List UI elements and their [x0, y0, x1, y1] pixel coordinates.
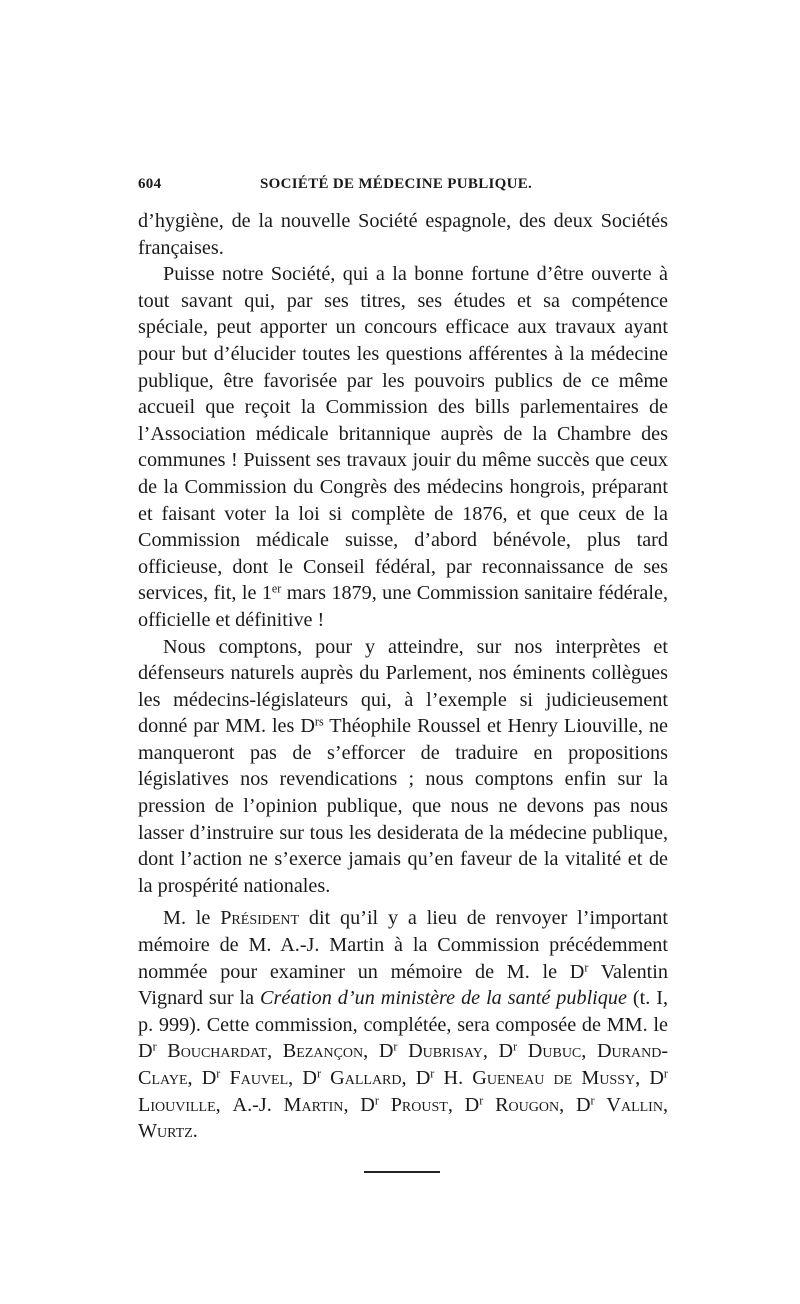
minutes-paragraph: M. le Président dit qu’il y a lieu de renvoyer l’important mémoire de M. A.-J. Martin à la Commission précédemment nommée pour examiner un mémoire de M. le $D^r$ Valentin Vignard sur la Création d’un ministère de la santé publique (t. I, p. 999). Cette commission, complétée, sera composée de MM. le $D^r$ Bouchardat, Bezançon, $D^r$ Dubrisay, $D^r$ Dubuc, Durand-Claye, $D^r$ Fauvel, $D^r$ Gallard, $D^r$ H. Gueneau de Mussy, $D^r$ Liouville, A.-J. Martin, $D^r$ Proust, $D^r$ Rougon, $D^r$ Vallin, Wurtz. [138, 907, 669, 1143]
member-name: H. Gueneau de Mussy [443, 1067, 636, 1089]
member-name: Bezançon [282, 1040, 364, 1063]
minutes-text-3: (t. I, p. 999). Cette commission, complétée, sera composée de MM. le D [138, 987, 669, 1063]
dr-sup: r [152, 1039, 157, 1054]
paragraph-3 [138, 634, 668, 900]
dr-sup: r [663, 1066, 668, 1081]
closing-rule [364, 1171, 440, 1173]
member-name: Vallin [606, 1093, 663, 1116]
minutes-text-2: Valentin Vignard sur la [138, 960, 668, 1010]
member-name: Dubuc [527, 1040, 582, 1063]
page-header [138, 176, 668, 200]
dr-sup: r [374, 1092, 379, 1107]
member-name: Bouchardat [167, 1040, 268, 1063]
paragraph-3-text-a: Nous comptons, pour y atteindre, sur nos interprètes et défenseurs naturels auprès du Parlement, nos éminents collègues les médecins-législateurs qui, à l’exemple si judicieusement donné par MM. les D [138, 635, 668, 738]
dr-sup: r [216, 1066, 221, 1081]
dr-sup: r [584, 959, 589, 974]
paragraph-2-superscript: er [271, 581, 282, 596]
dr-sup: r [430, 1066, 435, 1081]
member-name: Wurtz [138, 1120, 193, 1143]
paragraph-2-text: Puisse notre Société, qui a la bonne fortune d’être ouverte à tout savant qui, par ses titres, ses études et sa compétence spéciale, peut apporter un concours efficace aux travaux ayant pour but d’élucider toutes les questions afférentes à la médecine publique, être favorisée par les pouvoirs publics de ce même accueil que reçoit la Commission des bills parlementaires de l’Association médicale britannique auprès de la Chambre des communes ! Puissent ses travaux jouir du même succès que ceux de la Commission du Congrès des médecins hongrois, préparant et faisant voter la loi si complète de 1876, et que ceux de la Commission médicale suisse, d’abord bénévole, plus tard officieuse, dont le Conseil fédéral, par reconnaissance de ses services, fit, le [138, 263, 668, 605]
paragraph-3-superscript: rs [314, 714, 324, 729]
member-name: Proust [390, 1093, 448, 1116]
president-label: Président [220, 907, 300, 930]
dr-sup: r [590, 1092, 595, 1107]
dr-sup: r [316, 1066, 321, 1081]
memoir-title: Création d’un ministère de la santé publique [260, 987, 627, 1010]
paragraph-2-end: mars 1879, une Commission sanitaire fédérale, officielle et définitive ! [138, 582, 668, 631]
paragraph-2: Puisse notre Société, qui a la bonne fortune d’être ouverte à tout savant qui, par ses titres, ses études et sa compétence spéciale, peut apporter un concours efficace aux travaux ayant pour but d’élucider toutes les questions afférentes à la médecine publique, être favorisée par les pouvoirs publics de ce même accueil que reçoit la Commission des bills parlementaires de l’Association médicale britannique auprès de la Chambre des communes ! Puissent ses travaux jouir du même succès que ceux de la Commission du Congrès des médecins hongrois, préparant et faisant voter la loi si complète de 1876, et que ceux de la Commission médicale suisse, d’abord bénévole, plus tard officieuse, dont le Conseil fédéral, par reconnaissance de ses services, fit, le 1er mars 1879, une Commission sanitaire fédérale, officielle et définitive ! [138, 263, 668, 631]
member-name: Rougon [495, 1093, 560, 1116]
member-name: Fauvel [229, 1067, 289, 1089]
document-page [138, 176, 668, 1173]
running-title: SOCIÉTÉ DE MÉDECINE PUBLIQUE. [260, 176, 533, 192]
paragraph-1: d’hygiène, de la nouvelle Société espagnole, des deux Sociétés françaises. [138, 210, 668, 259]
member-name: A.-J. Martin [232, 1093, 344, 1116]
body-text [138, 208, 668, 1145]
dr-sup: r [513, 1039, 518, 1054]
dr-sup: r [479, 1092, 484, 1107]
paragraph-3-text-b: Théophile Roussel et Henry Liouville, ne manqueront pas de s’efforcer de traduire en propositions législatives nos revendications ; nous comptons enfin sur la pression de l’opinion publique, que nous ne devons pas nous lasser d’instruire sur tous les desiderata de la médecine publique, dont l’action ne s’exerce jamais qu’en faveur de la vitalité et de la prospérité nationales. [138, 715, 668, 897]
page-number: 604 [138, 176, 162, 192]
minutes-m-le: M. le [163, 907, 221, 930]
dr-sup: r [393, 1039, 398, 1054]
member-name: Dubrisay [408, 1040, 483, 1063]
minutes-text-1: dit qu’il y a lieu de renvoyer l’important mémoire de M. A.-J. Martin à la Commission précédemment nommée pour examiner un mémoire de M. le D [138, 907, 668, 983]
member-name: Gallard [330, 1067, 402, 1089]
member-name: Durand-Claye [138, 1040, 669, 1089]
member-name: Liouville [138, 1093, 216, 1116]
